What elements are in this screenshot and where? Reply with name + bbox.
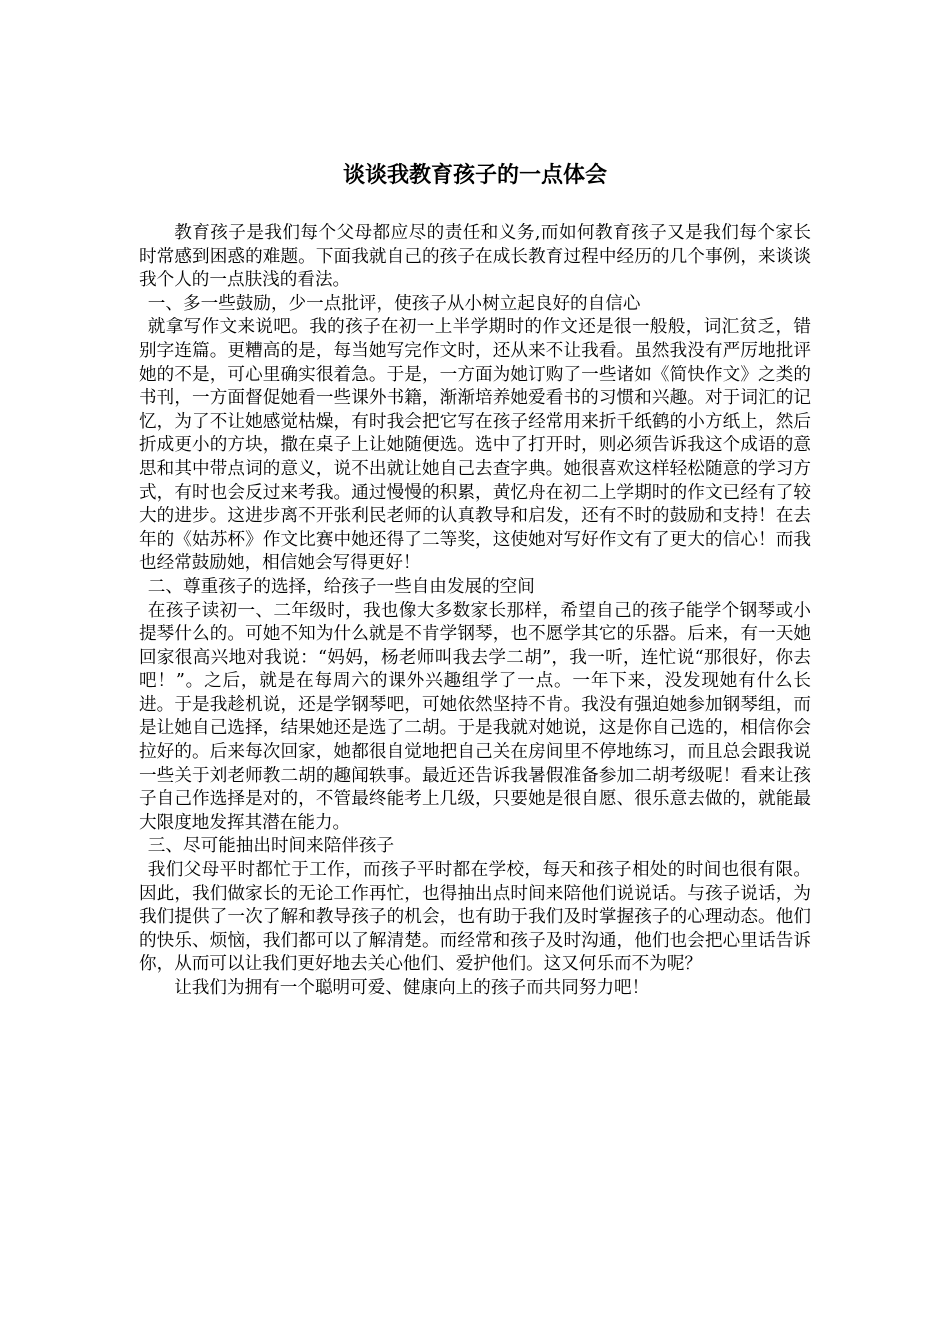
- section-2-paragraph: 在孩子读初一、二年级时，我也像大多数家长那样，希望自己的孩子能学个钢琴或小提琴什么的。可她不知为什么就是不肯学钢琴，也不愿学其它的乐器。后来，有一天她回家很高兴地对我说：“妈妈，杨老师叫我去学二胡”，我一听，连忙说“那很好，你去吧！”。之后，就是在每周六的课外兴趣组学了一点。一年下来，没发现她有什么长进。于是我趁机说，还是学钢琴吧，可她依然坚持不肯。我没有强迫她参加钢琴组，而是让她自己选择，结果她还是选了二胡。于是我就对她说，这是你自己选的，相信你会拉好的。后来每次回家，她都很自觉地把自己关在房间里不停地练习，而且总会跟我说一些关于刘老师教二胡的趣闻轶事。最近还告诉我暑假准备参加二胡考级呢！看来让孩子自己作选择是对的，不管最终能考上几级，只要她是很自愿、很乐意去做的，就能最大限度地发挥其潜在能力。: [139, 600, 811, 833]
- closing-paragraph: 让我们为拥有一个聪明可爱、健康向上的孩子而共同努力吧！: [174, 978, 650, 998]
- document-title: 谈谈我教育孩子的一点体会: [342, 163, 607, 188]
- section-heading-2: 二、尊重孩子的选择，给孩子一些自由发展的空间: [147, 576, 535, 597]
- section-3-paragraph: 我们父母平时都忙于工作，而孩子平时都在学校，每天和孩子相处的时间也很有限。因此，我们做家长的无论工作再忙，也得抽出点时间来陪他们说说话。与孩子说话，为我们提供了一次了解和教导孩子的机会，也有助于我们及时掌握孩子的心理动态。他们的快乐、烦恼，我们都可以了解清楚。而经常和孩子及时沟通，他们也会把心里话告诉你，从而可以让我们更好地去关心他们、爱护他们。这又何乐而不为呢？: [139, 860, 811, 975]
- section-1-paragraph: 就拿写作文来说吧。我的孩子在初一上半学期时的作文还是很一般般，词汇贫乏，错别字连篇。更糟高的是，每当她写完作文时，还从来不让我看。虽然我没有严厉地批评她的不是，可心里确实很着急。于是，一方面为她订购了一些诸如《简快作文》之类的书刊，一方面督促她看一些课外书籍，渐渐培养她爱看书的习惯和兴趣。对于词汇的记忆，为了不让她感觉枯燥，有时我会把它写在孩子经常用来折千纸鹤的小方纸上，然后折成更小的方块，撒在桌子上让她随便选。选中了打开时，则必须告诉我这个成语的意思和其中带点词的意义，说不出就让她自己去查字典。她很喜欢这样轻松随意的学习方式，有时也会反过来考我。通过慢慢的积累，黄忆舟在初二上学期时的作文已经有了较大的进步。这进步离不开张利民老师的认真教导和启发，还有不时的鼓励和支持！在去年的《姑苏杯》作文比赛中她还得了二等奖，这使她对写好作文有了更大的信心！而我也经常鼓励她，相信她会写得更好！: [139, 317, 811, 574]
- section-heading-3: 三、尽可能抽出时间来陪伴孩子: [147, 836, 395, 857]
- document-body: [139, 222, 811, 1001]
- section-heading-1: 一、多一些鼓励，少一点批评，使孩子从小树立起良好的自信心: [147, 293, 641, 314]
- intro-paragraph: 教育孩子是我们每个父母都应尽的责任和义务,而如何教育孩子又是我们每个家长时常感到困惑的难题。下面我就自己的孩子在成长教育过程中经历的几个事例，来谈谈我个人的一点肤浅的看法。: [139, 223, 811, 291]
